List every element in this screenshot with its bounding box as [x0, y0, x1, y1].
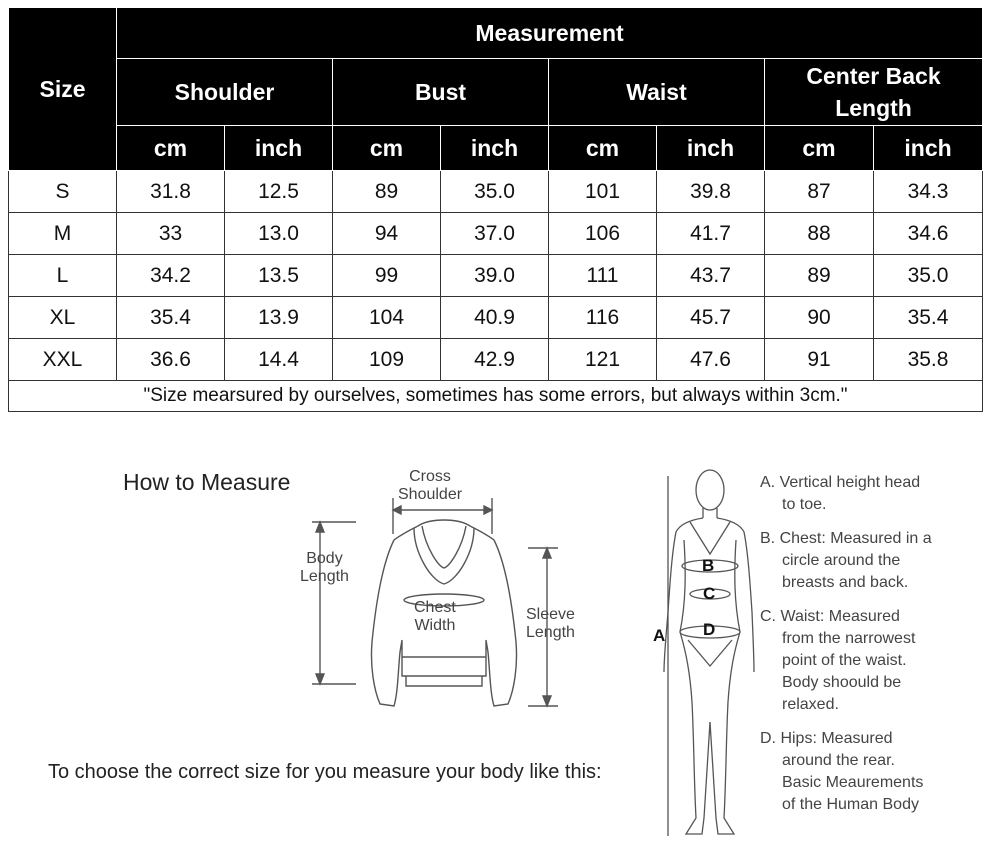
table-row: [9, 171, 983, 213]
human-body-illustration: [640, 462, 755, 848]
legend-item-line: to toe.: [782, 496, 827, 513]
legend-item-line: circle around the: [782, 552, 901, 569]
label-line: Body: [306, 550, 343, 567]
unit-header: inch: [657, 126, 765, 171]
table-cell: 35.0: [874, 255, 983, 297]
size-cell: XL: [9, 297, 117, 339]
how-to-measure-title: How to Measure: [123, 469, 291, 495]
table-cell: 45.7: [657, 297, 765, 339]
table-cell: 116: [549, 297, 657, 339]
table-cell: 47.6: [657, 339, 765, 381]
figure-letter-a: A: [653, 626, 666, 645]
legend-item-title: D. Hips: Measured: [760, 730, 893, 747]
legend-item-line: breasts and back.: [782, 574, 909, 591]
table-cell: 34.3: [874, 171, 983, 213]
table-cell: 94: [333, 213, 441, 255]
table-cell: 34.2: [117, 255, 225, 297]
size-cell: S: [9, 171, 117, 213]
cross-shoulder-label: [398, 468, 462, 504]
measurement-header: Measurement: [117, 8, 983, 59]
size-cell: XXL: [9, 339, 117, 381]
legend-item-title: A. Vertical height head: [760, 474, 921, 491]
shoulder-header: Shoulder: [117, 59, 333, 126]
measurement-legend: [760, 472, 995, 816]
table-cell: 40.9: [441, 297, 549, 339]
legend-item: [760, 528, 995, 594]
table-cell: 31.8: [117, 171, 225, 213]
bust-header: Bust: [333, 59, 549, 126]
table-cell: 101: [549, 171, 657, 213]
table-row: [9, 213, 983, 255]
unit-header: cm: [333, 126, 441, 171]
size-chart-table: [8, 7, 983, 412]
note-row: [9, 381, 983, 412]
table-cell: 89: [333, 171, 441, 213]
size-header: Size: [9, 8, 117, 171]
table-cell: 43.7: [657, 255, 765, 297]
legend-item-title: C. Waist: Measured: [760, 608, 900, 625]
table-cell: 35.4: [117, 297, 225, 339]
table-cell: 39.0: [441, 255, 549, 297]
table-cell: 87: [765, 171, 874, 213]
table-cell: 35.4: [874, 297, 983, 339]
label-line: Shoulder: [398, 486, 463, 503]
table-cell: 34.6: [874, 213, 983, 255]
unit-header: cm: [549, 126, 657, 171]
label-line: Chest: [414, 599, 456, 616]
figure-letter-c: C: [703, 584, 716, 603]
table-cell: 42.9: [441, 339, 549, 381]
table-cell: 36.6: [117, 339, 225, 381]
table-row: [9, 297, 983, 339]
unit-header: inch: [874, 126, 983, 171]
chest-width-label: [414, 599, 456, 635]
table-cell: 37.0: [441, 213, 549, 255]
sleeve-length-label: [526, 606, 575, 642]
table-cell: 104: [333, 297, 441, 339]
unit-header: cm: [765, 126, 874, 171]
body-length-label: [300, 550, 349, 586]
table-cell: 35.0: [441, 171, 549, 213]
size-note: "Size mearsured by ourselves, sometimes has some errors, but always within 3cm.": [9, 381, 983, 412]
table-cell: 111: [549, 255, 657, 297]
unit-header: inch: [225, 126, 333, 171]
legend-item-line: Body shoould be: [782, 674, 902, 691]
table-cell: 33: [117, 213, 225, 255]
table-cell: 89: [765, 255, 874, 297]
shirt-sketch: [290, 462, 620, 722]
legend-item: [760, 728, 995, 772]
table-cell: 109: [333, 339, 441, 381]
legend-item: [760, 472, 995, 516]
figure-letter-b: B: [702, 556, 715, 575]
table-cell: 90: [765, 297, 874, 339]
measure-instruction: To choose the correct size for you measure your body like this:: [48, 761, 602, 783]
unit-header: cm: [117, 126, 225, 171]
label-line: Cross: [409, 468, 451, 485]
legend-footer: [760, 772, 995, 816]
legend-item-line: point of the waist.: [782, 652, 907, 669]
legend-item-line: relaxed.: [782, 696, 839, 713]
label-line: Length: [300, 568, 349, 585]
legend-item-title: B. Chest: Measured in a: [760, 530, 932, 547]
table-cell: 88: [765, 213, 874, 255]
body-figure: [640, 462, 755, 848]
table-cell: 14.4: [225, 339, 333, 381]
table-row: [9, 255, 983, 297]
label-line: Length: [526, 624, 575, 641]
table-cell: 41.7: [657, 213, 765, 255]
legend-item: [760, 606, 995, 716]
legend-footer-line: Basic Meaurements: [782, 774, 924, 791]
table-cell: 121: [549, 339, 657, 381]
table-cell: 13.9: [225, 297, 333, 339]
table-cell: 39.8: [657, 171, 765, 213]
size-cell: M: [9, 213, 117, 255]
waist-header: Waist: [549, 59, 765, 126]
table-cell: 13.0: [225, 213, 333, 255]
figure-letter-d: D: [703, 620, 716, 639]
table-cell: 12.5: [225, 171, 333, 213]
label-line: Width: [414, 617, 456, 634]
table-row: [9, 339, 983, 381]
legend-item-line: around the rear.: [782, 752, 895, 769]
legend-item-line: from the narrowest: [782, 630, 916, 647]
table-cell: 35.8: [874, 339, 983, 381]
table-cell: 99: [333, 255, 441, 297]
table-cell: 13.5: [225, 255, 333, 297]
table-cell: 91: [765, 339, 874, 381]
size-cell: L: [9, 255, 117, 297]
center-back-length-header: Center Back Length: [765, 59, 983, 126]
unit-header: inch: [441, 126, 549, 171]
label-line: Sleeve: [526, 606, 575, 623]
table-cell: 106: [549, 213, 657, 255]
legend-footer-line: of the Human Body: [782, 796, 919, 813]
